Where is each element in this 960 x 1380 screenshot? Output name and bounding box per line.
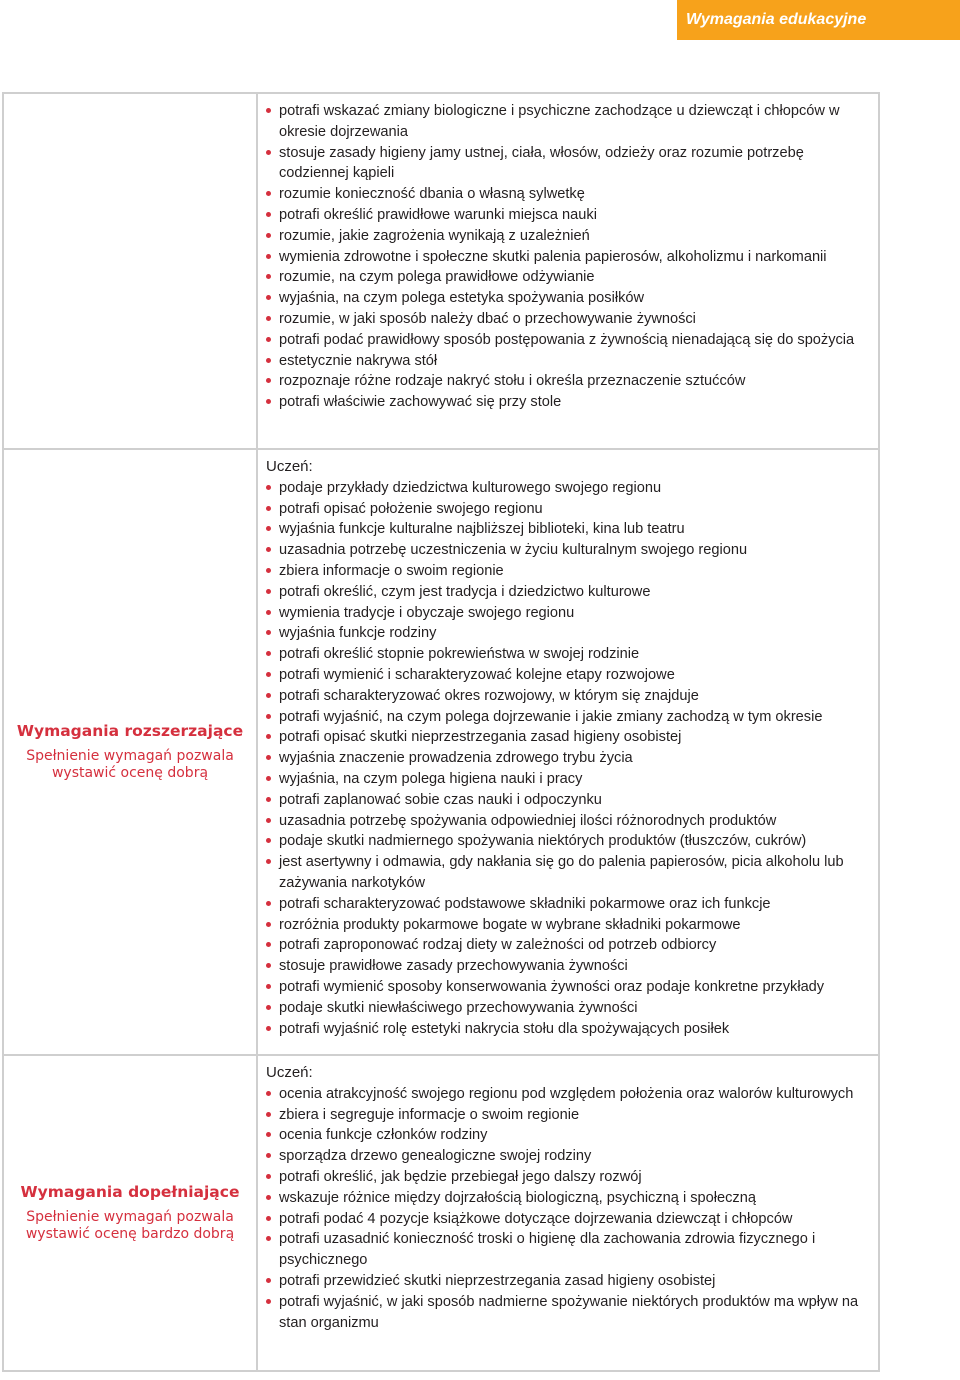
list-item: potrafi przewidzieć skutki nieprzestrzegania zasad higieny osobistej xyxy=(266,1271,872,1292)
list-item: potrafi opisać położenie swojego regionu xyxy=(266,499,872,520)
list-item: wyjaśnia, na czym polega higiena nauki i pracy xyxy=(266,769,872,790)
list-item: rozróżnia produkty pokarmowe bogate w wybrane składniki pokarmowe xyxy=(266,915,872,936)
list-item: potrafi określić, czym jest tradycja i dziedzictwo kulturowe xyxy=(266,582,872,603)
list-item: wyjaśnia, na czym polega estetyka spożywania posiłków xyxy=(266,288,872,309)
list-item: zbiera i segreguje informacje o swoim regionie xyxy=(266,1105,872,1126)
list-item: potrafi zaproponować rodzaj diety w zależności od potrzeb odbiorcy xyxy=(266,935,872,956)
list-item: potrafi opisać skutki nieprzestrzegania zasad higieny osobistej xyxy=(266,727,872,748)
level-cell xyxy=(4,450,258,1056)
list-item: estetycznie nakrywa stół xyxy=(266,351,872,372)
list-item: potrafi scharakteryzować okres rozwojowy, w którym się znajduje xyxy=(266,686,872,707)
list-item: uzasadnia potrzebę spożywania odpowiedniej ilości różnorodnych produktów xyxy=(266,811,872,832)
requirements-list xyxy=(266,478,872,1040)
list-item: potrafi określić prawidłowe warunki miejsca nauki xyxy=(266,205,872,226)
list-item: potrafi określić stopnie pokrewieństwa w swojej rodzinie xyxy=(266,644,872,665)
list-item: potrafi uzasadnić konieczność troski o higienę dla zachowania zdrowia fizycznego i psychicznego xyxy=(266,1229,872,1271)
list-item: ocenia funkcje członków rodziny xyxy=(266,1125,872,1146)
level-cell xyxy=(4,1056,258,1370)
list-item: potrafi określić, jak będzie przebiegał jego dalszy rozwój xyxy=(266,1167,872,1188)
list-item: potrafi wskazać zmiany biologiczne i psychiczne zachodzące u dziewcząt i chłopców w okresie dojrzewania xyxy=(266,101,872,143)
list-item: potrafi wyjaśnić rolę estetyki nakrycia stołu dla spożywających posiłek xyxy=(266,1019,872,1040)
level-title: Wymagania dopełniające xyxy=(20,1183,240,1201)
list-item: potrafi podać prawidłowy sposób postępowania z żywnością nienadającą się do spożycia xyxy=(266,330,872,351)
list-item: potrafi podać 4 pozycje książkowe dotyczące dojrzewania dziewcząt i chłopców xyxy=(266,1209,872,1230)
list-item: stosuje prawidłowe zasady przechowywania żywności xyxy=(266,956,872,977)
section-tab xyxy=(677,0,960,40)
list-item: wymienia tradycje i obyczaje swojego regionu xyxy=(266,603,872,624)
list-item: zbiera informacje o swoim regionie xyxy=(266,561,872,582)
requirements-table xyxy=(2,92,880,1372)
list-item: podaje skutki nadmiernego spożywania niektórych produktów (tłuszczów, cukrów) xyxy=(266,831,872,852)
list-item: rozpoznaje różne rodzaje nakryć stołu i określa przeznaczenie sztućców xyxy=(266,371,872,392)
list-item: uzasadnia potrzebę uczestniczenia w życiu kulturalnym swojego regionu xyxy=(266,540,872,561)
list-item: potrafi scharakteryzować podstawowe składniki pokarmowe oraz ich funkcje xyxy=(266,894,872,915)
list-item: wymienia zdrowotne i społeczne skutki palenia papierosów, alkoholizmu i narkomanii xyxy=(266,247,872,268)
requirements-cell xyxy=(258,1056,878,1370)
level-title: Wymagania rozszerzające xyxy=(16,722,244,740)
list-item: potrafi właściwie zachowywać się przy stole xyxy=(266,392,872,413)
list-item: rozumie, na czym polega prawidłowe odżywianie xyxy=(266,267,872,288)
level-description: Spełnienie wymagań pozwala wystawić ocenę dobrą xyxy=(26,748,234,781)
list-item: potrafi wymienić i scharakteryzować kolejne etapy rozwojowe xyxy=(266,665,872,686)
student-intro: Uczeń: xyxy=(266,1064,313,1081)
list-item: podaje skutki niewłaściwego przechowywania żywności xyxy=(266,998,872,1019)
list-item: wyjaśnia znaczenie prowadzenia zdrowego trybu życia xyxy=(266,748,872,769)
requirements-list xyxy=(266,101,872,413)
list-item: wyjaśnia funkcje kulturalne najbliższej biblioteki, kina lub teatru xyxy=(266,519,872,540)
list-item: jest asertywny i odmawia, gdy nakłania się go do palenia papierosów, picia alkoholu lub zażywania narkotyków xyxy=(266,852,872,894)
requirements-cell xyxy=(258,94,878,450)
requirements-cell xyxy=(258,450,878,1056)
list-item: podaje przykłady dziedzictwa kulturowego swojego regionu xyxy=(266,478,872,499)
list-item: potrafi zaplanować sobie czas nauki i odpoczynku xyxy=(266,790,872,811)
list-item: rozumie, jakie zagrożenia wynikają z uzależnień xyxy=(266,226,872,247)
list-item: wyjaśnia funkcje rodziny xyxy=(266,623,872,644)
list-item: rozumie konieczność dbania o własną sylwetkę xyxy=(266,184,872,205)
list-item: rozumie, w jaki sposób należy dbać o przechowywanie żywności xyxy=(266,309,872,330)
list-item: wskazuje różnice między dojrzałością biologiczną, psychiczną i społeczną xyxy=(266,1188,872,1209)
list-item: potrafi wyjaśnić, w jaki sposób nadmierne spożywanie niektórych produktów ma wpływ na stan organizmu xyxy=(266,1292,872,1334)
student-intro: Uczeń: xyxy=(266,458,313,475)
list-item: stosuje zasady higieny jamy ustnej, ciała, włosów, odzieży oraz rozumie potrzebę codziennej kąpieli xyxy=(266,143,872,185)
requirements-list xyxy=(266,1084,872,1334)
list-item: potrafi wymienić sposoby konserwowania żywności oraz podaje konkretne przykłady xyxy=(266,977,872,998)
section-tab-label: Wymagania edukacyjne xyxy=(686,11,867,28)
level-cell xyxy=(4,94,258,450)
level-description: Spełnienie wymagań pozwala wystawić ocenę bardzo dobrą xyxy=(25,1209,235,1242)
list-item: potrafi wyjaśnić, na czym polega dojrzewanie i jakie zmiany zachodzą w tym okresie xyxy=(266,707,872,728)
list-item: sporządza drzewo genealogiczne swojej rodziny xyxy=(266,1146,872,1167)
list-item: ocenia atrakcyjność swojego regionu pod względem położenia oraz walorów kulturowych xyxy=(266,1084,872,1105)
